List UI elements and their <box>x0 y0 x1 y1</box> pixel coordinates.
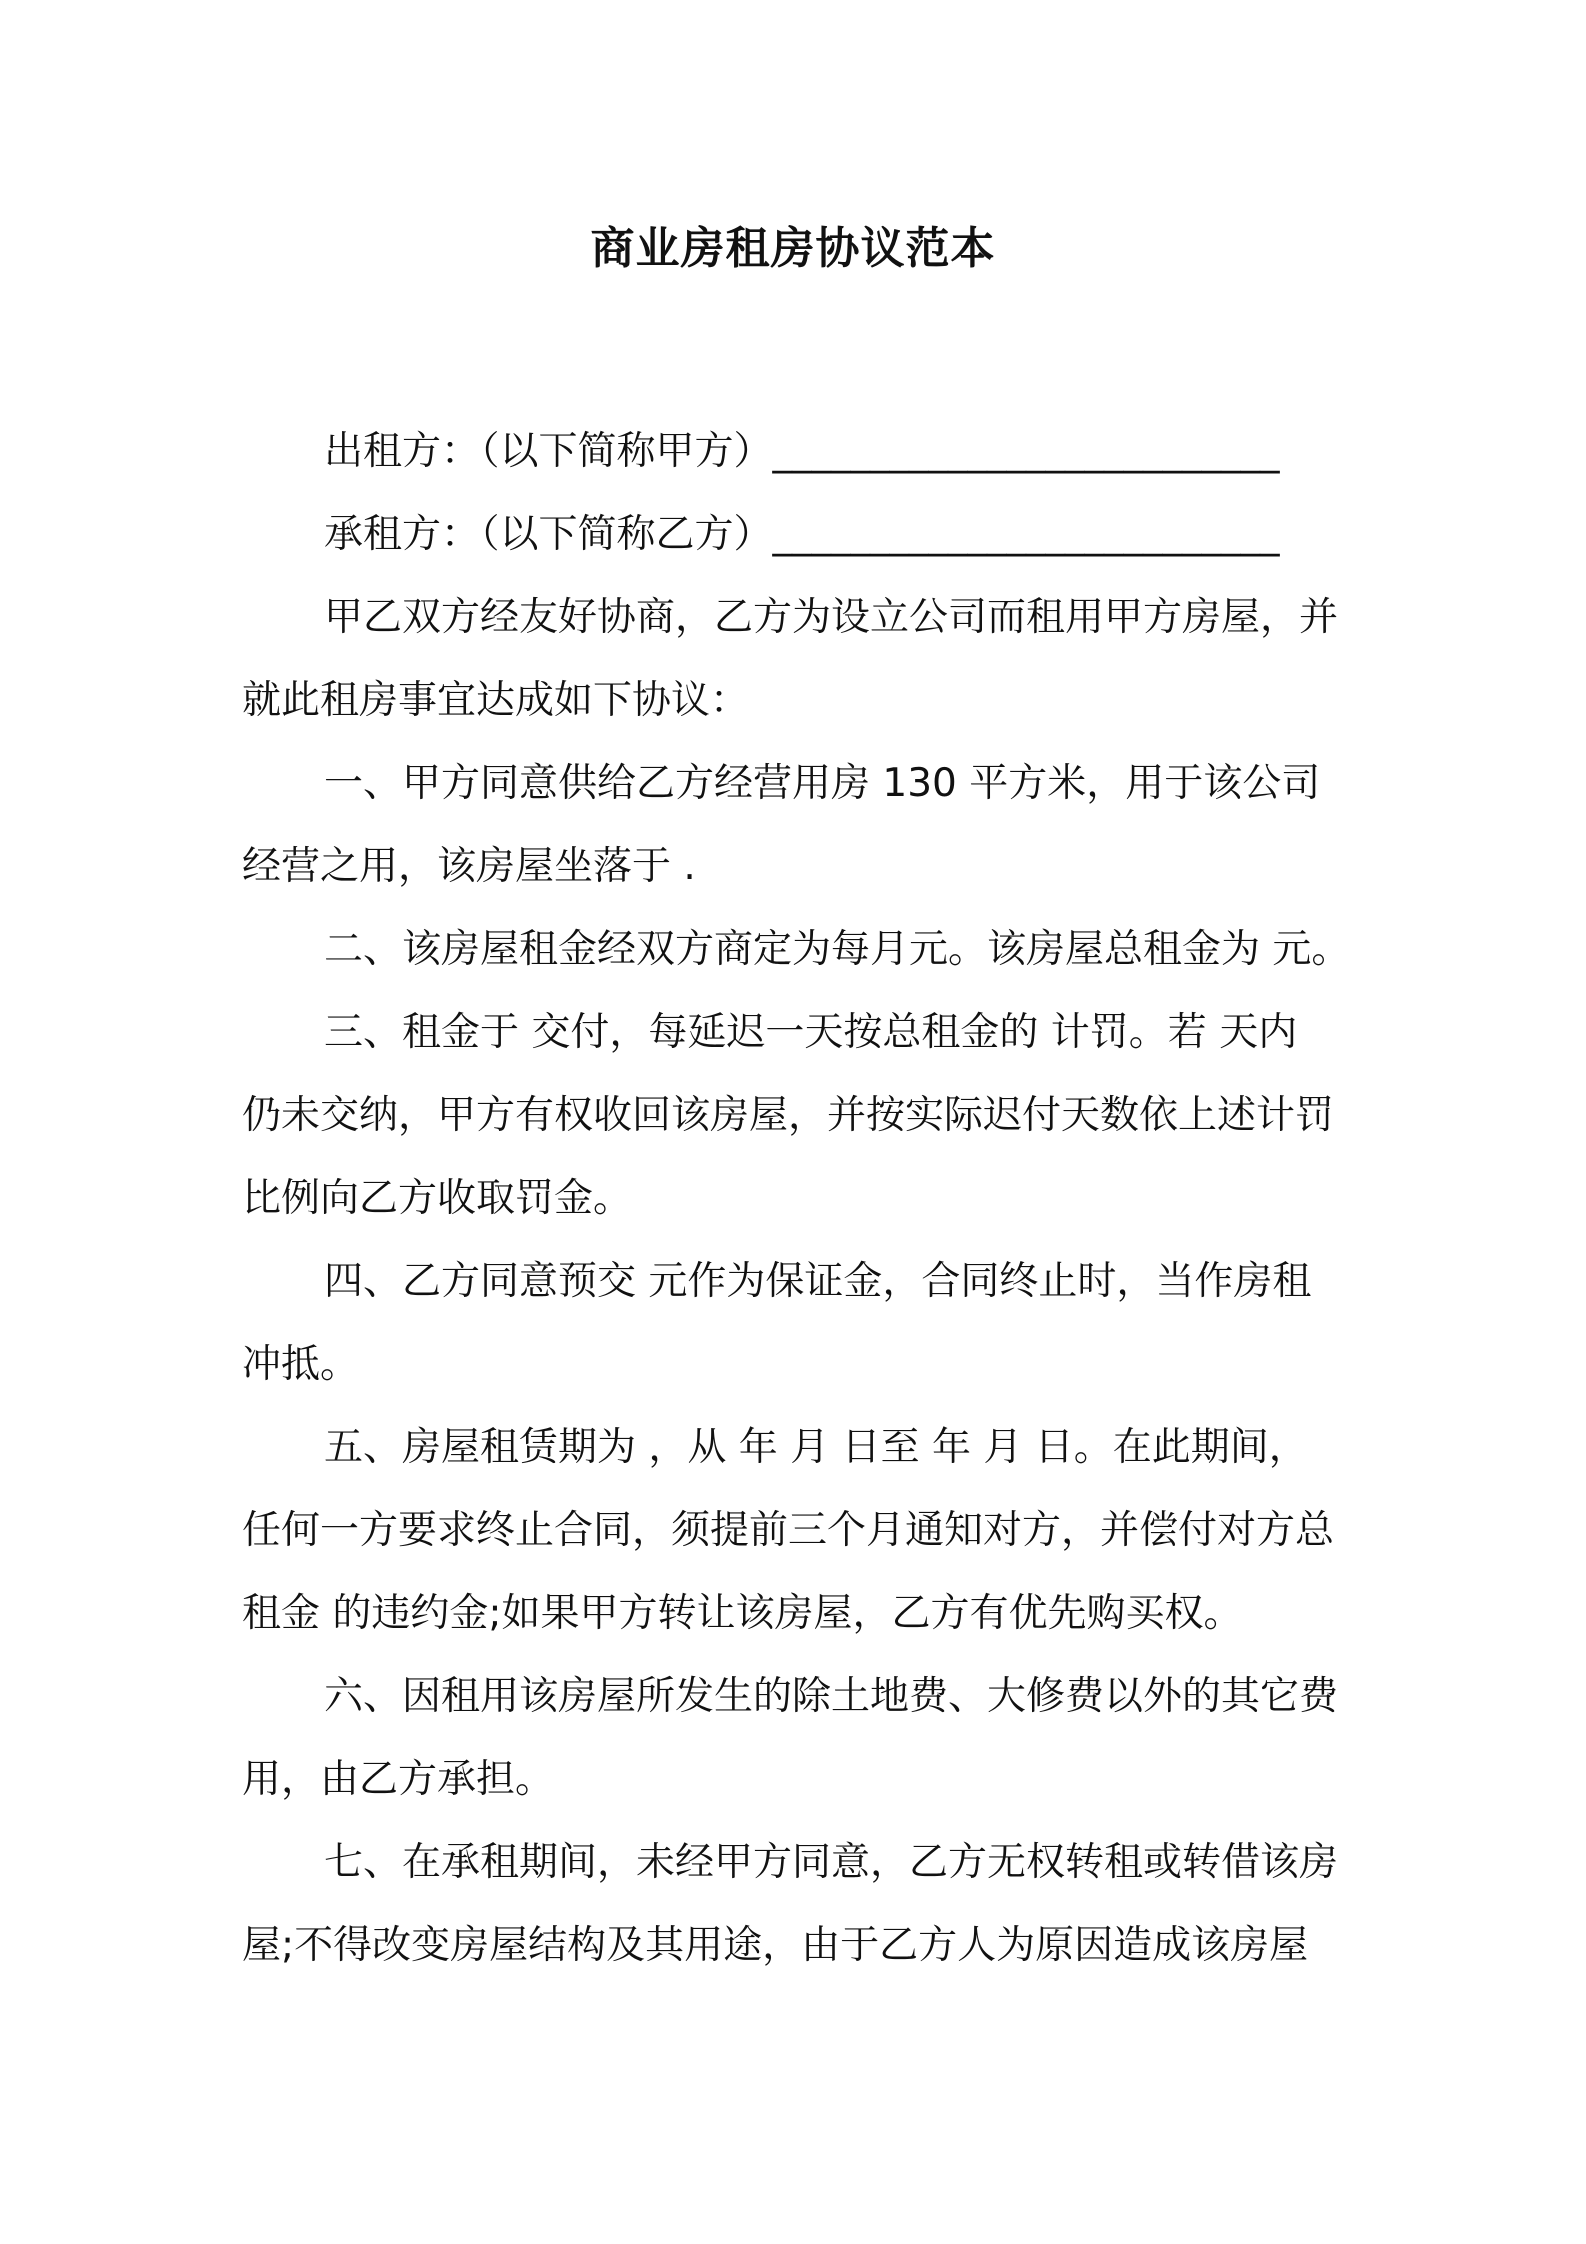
clause-4-line-2: 冲抵。 <box>242 1342 360 1387</box>
document-body <box>242 410 1362 1987</box>
clause-3-line-1: 三、租金于 交付，每延迟一天按总租金的 计罚。若 天内 <box>324 1010 1298 1055</box>
clause-5-line-3: 租金 的违约金;如果甲方转让该房屋，乙方有优先购买权。 <box>242 1591 1243 1636</box>
clause-7-line-1: 七、在承租期间，未经甲方同意，乙方无权转租或转借该房 <box>324 1840 1339 1885</box>
clause-1-line-1: 一、甲方同意供给乙方经营用房 130 平方米，用于该公司 <box>324 761 1321 806</box>
clause-6-line-2: 用，由乙方承担。 <box>242 1757 555 1802</box>
lessee-line: 承租方：（以下简称乙方）__________________________ <box>324 512 1280 557</box>
intro-line-2: 就此租房事宜达成如下协议： <box>242 678 750 723</box>
clause-1-line-2: 经营之用，该房屋坐落于 . <box>242 844 696 889</box>
document-title: 商业房租房协议范本 <box>590 223 996 274</box>
clause-2-line-1: 二、该房屋租金经双方商定为每月元。该房屋总租金为 元。 <box>324 927 1351 972</box>
lessor-line: 出租方：（以下简称甲方）__________________________ <box>324 429 1280 474</box>
intro-line-1: 甲乙双方经友好协商，乙方为设立公司而租用甲方房屋，并 <box>324 595 1339 640</box>
clause-5-line-1: 五、房屋租赁期为 ，从 年 月 日至 年 月 日。在此期间， <box>324 1425 1308 1470</box>
clause-4-line-1: 四、乙方同意预交 元作为保证金，合同终止时，当作房租 <box>324 1259 1312 1304</box>
clause-3-line-2: 仍未交纳，甲方有权收回该房屋，并按实际迟付天数依上述计罚 <box>242 1093 1335 1138</box>
clause-5-line-2: 任何一方要求终止合同，须提前三个月通知对方，并偿付对方总 <box>242 1508 1335 1553</box>
clause-6-line-1: 六、因租用该房屋所发生的除土地费、大修费以外的其它费 <box>324 1674 1339 1719</box>
clause-3-line-3: 比例向乙方收取罚金。 <box>242 1176 633 1221</box>
clause-7-line-2: 屋;不得改变房屋结构及其用途，由于乙方人为原因造成该房屋 <box>242 1923 1309 1968</box>
